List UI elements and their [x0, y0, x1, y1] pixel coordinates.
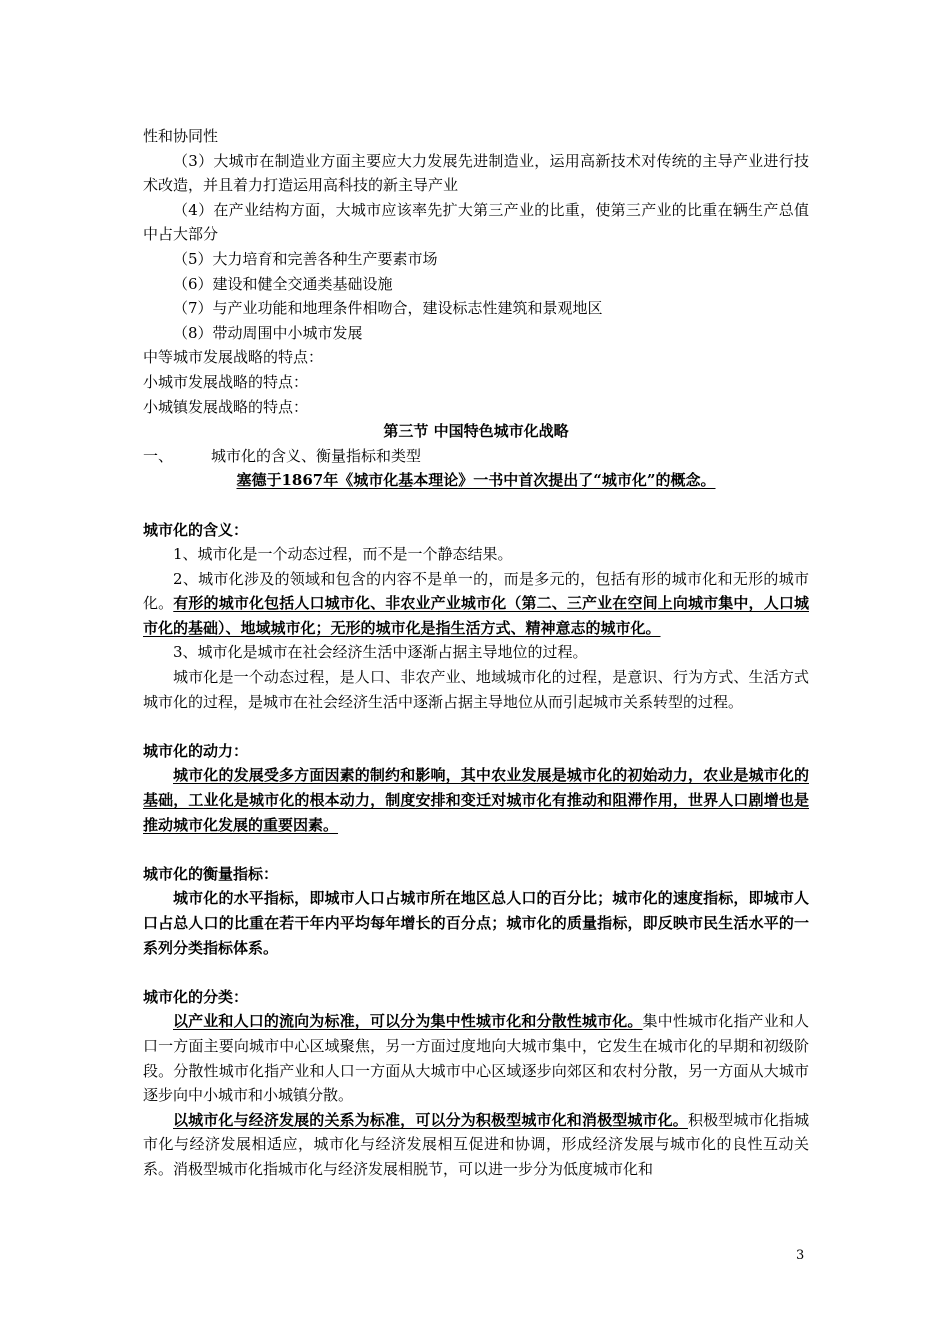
page-number: 3 — [796, 1248, 805, 1263]
paragraph: 1、城市化是一个动态过程，而不是一个静态结果。 — [173, 545, 513, 564]
subheading-indicators: 城市化的衡量指标： — [143, 864, 279, 883]
paragraph: 城市化的水平指标，即城市人口占城市所在地区总人口的百分比；城市化的速度指标，即城市人口占总人口的比重在若干年内平均每年增长的百分点；城市化的质量指标，即反映市民生活水平的一系列分类指标体系。 — [143, 889, 809, 957]
blank-line — [143, 837, 809, 862]
paragraph: 城市化是一个动态过程，是人口、非农产业、地域城市化的过程，是意识、行为方式、生活方式城市化的过程，是城市在社会经济生活中逐渐占据主导地位从而引起城市关系转型的过程。 — [143, 668, 809, 711]
plain-text: 积极型城市化指城市化与经济发展相适应，城市化与经济发展相互促进和协调，形成经济发展与城市化的良性互动关系。消极型城市化指城市化与经济发展相脱节，可以进一步分为低度城市化和 — [143, 1110, 809, 1178]
paragraph: 性和协同性 — [143, 127, 219, 145]
section-title: 第三节 中国特色城市化战略 — [383, 422, 569, 441]
bold-underlined-text: 有形的城市化包括人口城市化、非农业产业城市化（第二、三产业在空间上向城市集中，人口城市化的基础）、地域城市化；无形的城市化是指生活方式、精神意志的城市化。 — [143, 594, 809, 637]
bold-underlined-text: 以产业和人口的流向为标准，可以分为集中性城市化和分散性城市化。 — [173, 1012, 643, 1031]
paragraph — [143, 763, 809, 837]
page-content — [143, 124, 809, 1182]
heading-number: 一、 — [143, 446, 174, 465]
paragraph: （6）建设和健全交通类基础设施 — [173, 274, 393, 293]
plain-text: 集中性城市化指产业和人口一方面主要向城市中心区域聚焦，另一方面过度地向大城市集中，它发生在城市化的早期和初级阶段。分散性城市化指产业和人口一方面从大城市中心区域逐步向郊区和农村分散，另一方面从大城市逐步向中小城市和小城镇分散。 — [143, 1012, 809, 1105]
paragraph: （8）带动周围中小城市发展 — [173, 323, 363, 342]
bold-underlined-text: 以城市化与经济发展的关系为标准，可以分为积极型城市化和消极型城市化。 — [173, 1110, 688, 1129]
paragraph — [143, 1108, 809, 1182]
paragraph: 3、城市化是城市在社会经济生活中逐渐占据主导地位的过程。 — [173, 643, 588, 662]
heading-text: 城市化的含义、衡量指标和类型 — [211, 446, 422, 465]
paragraph: （4）在产业结构方面，大城市应该率先扩大第三产业的比重，使第三产业的比重在辆生产总值中占大部分 — [143, 200, 809, 244]
paragraph: （7）与产业功能和地理条件相吻合，建设标志性建筑和景观地区 — [173, 299, 603, 318]
intro-bold-text: 塞德于1867年《城市化基本理论》一书中首次提出了“城市化”的概念。 — [236, 471, 716, 490]
paragraph — [143, 567, 809, 641]
paragraph: 中等城市发展战略的特点： — [143, 348, 324, 367]
paragraph: 小城市发展战略的特点： — [143, 372, 309, 391]
subheading-classification: 城市化的分类： — [143, 987, 249, 1006]
paragraph: （3）大城市在制造业方面主要应大力发展先进制造业，运用高新技术对传统的主导产业进行技术改造，并且着力打造运用高科技的新主导产业 — [143, 151, 809, 195]
heading-1 — [143, 444, 809, 469]
bold-underlined-text: 城市化的发展受多方面因素的制约和影响，其中农业发展是城市化的初始动力，农业是城市化的基础，工业化是城市化的根本动力，制度安排和变迁对城市化有推动和阻滞作用，世界人口剧增也是推动城市化发展的重要因素。 — [143, 766, 809, 834]
subheading-meaning: 城市化的含义： — [143, 520, 249, 539]
blank-line — [143, 493, 809, 518]
blank-line — [143, 960, 809, 985]
intro-paragraph — [143, 468, 809, 493]
paragraph — [143, 1009, 809, 1107]
paragraph: 小城镇发展战略的特点： — [143, 397, 309, 416]
subheading-dynamics: 城市化的动力： — [143, 741, 249, 760]
paragraph: （5）大力培育和完善各种生产要素市场 — [173, 249, 438, 268]
plain-text: 2、城市化涉及的领域和包含的内容不是单一的，而是多元的，包括有形的城市化和无形的城市化。 — [143, 569, 809, 613]
blank-line — [143, 714, 809, 739]
